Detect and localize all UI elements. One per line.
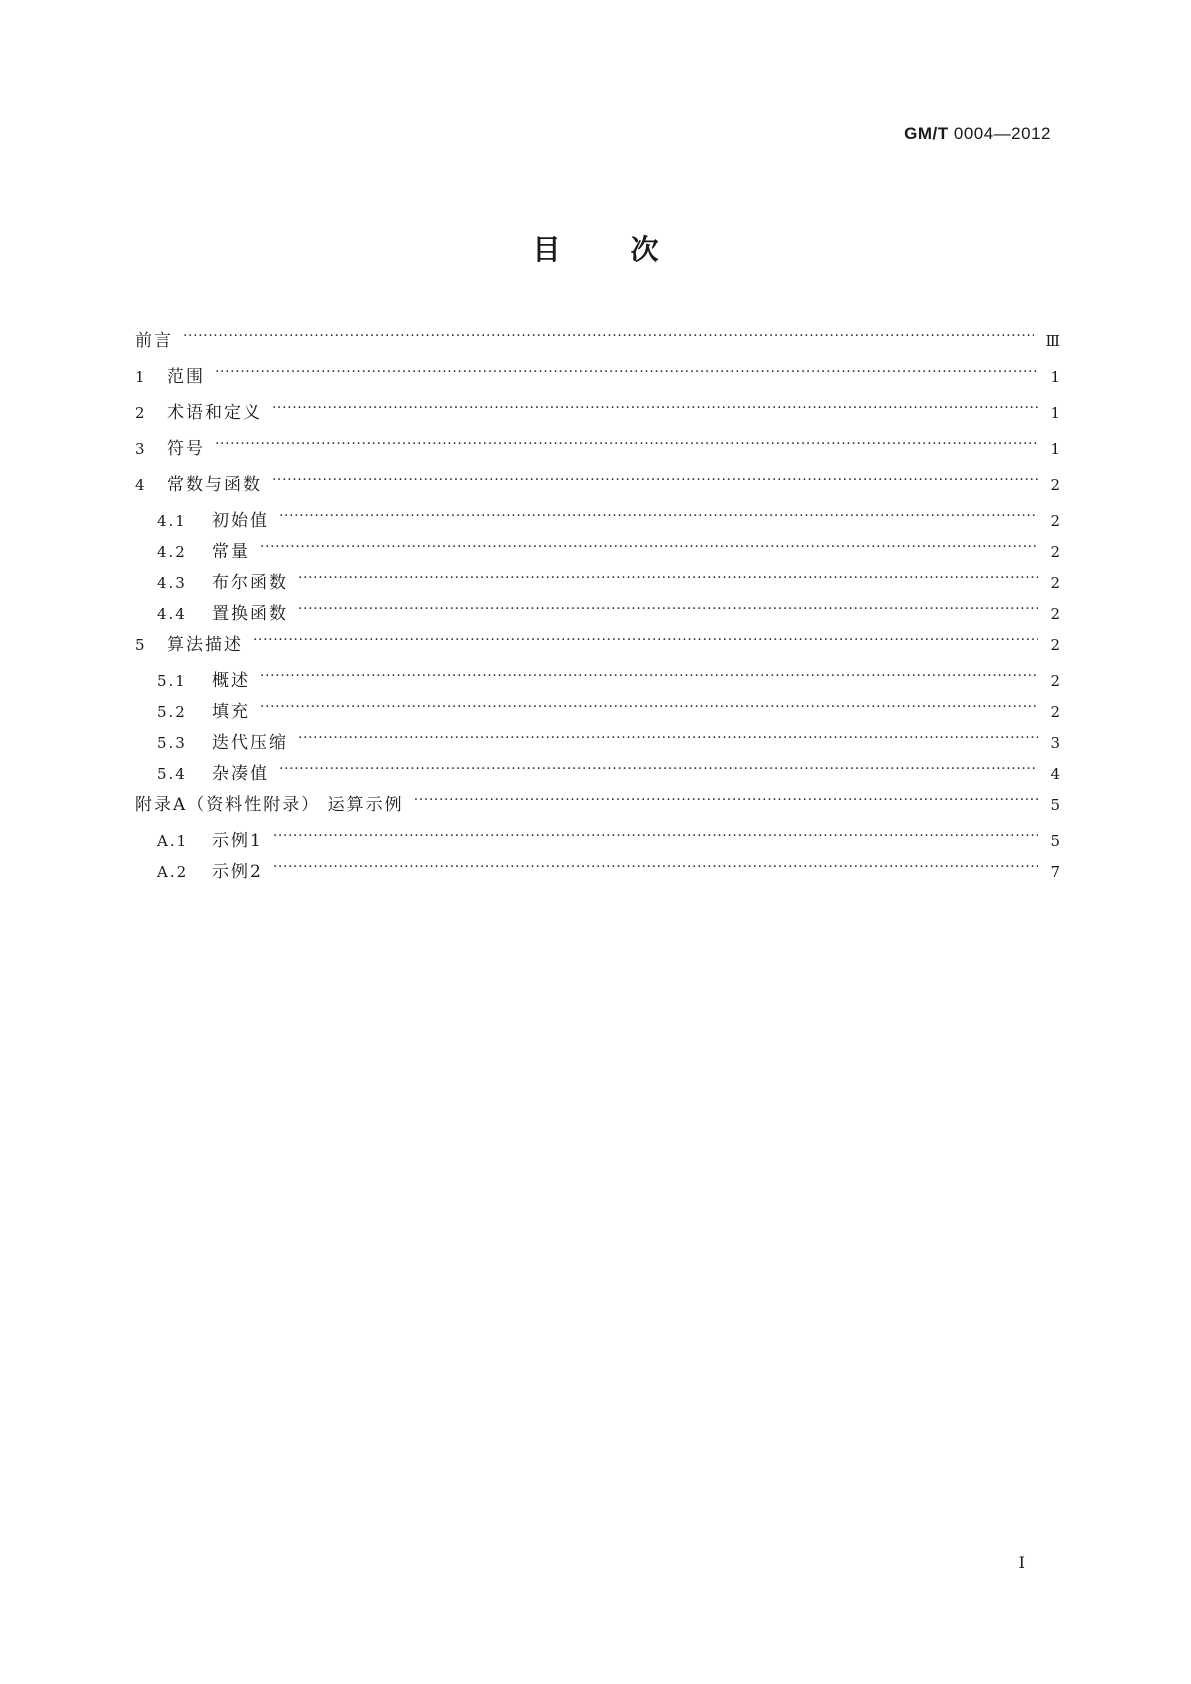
toc-entry-page: 2 [1050, 605, 1060, 623]
toc-entry-appendix-a[interactable] [135, 790, 1060, 826]
toc-entry-title: 前言 [135, 331, 173, 351]
toc-entry-title: 附录A（资料性附录） 运算示例 [135, 795, 404, 815]
toc-entry-5-3[interactable] [135, 728, 1060, 759]
table-of-contents [135, 326, 1060, 888]
toc-entry-number: 4.4 [157, 605, 187, 623]
page-number: I [1018, 1553, 1025, 1572]
toc-entry-page: 5 [1050, 796, 1060, 814]
toc-entry-4-3[interactable] [135, 568, 1060, 599]
toc-leader-dots [215, 362, 1038, 382]
toc-leader-dots [414, 790, 1038, 810]
toc-entry-number: 1 [135, 368, 147, 386]
toc-entry-page: 5 [1050, 832, 1060, 850]
toc-entry-number: 5.4 [157, 765, 187, 783]
toc-entry-page: 2 [1050, 703, 1060, 721]
toc-entry-number: 5.3 [157, 734, 187, 752]
toc-entry-4-4[interactable] [135, 599, 1060, 630]
toc-leader-dots [260, 666, 1038, 686]
toc-entry-page: 4 [1050, 765, 1060, 783]
toc-entry-number: 4.1 [157, 512, 187, 530]
toc-entry-1[interactable] [135, 362, 1060, 398]
toc-entry-title: 置换函数 [212, 604, 288, 624]
toc-entry-5-2[interactable] [135, 697, 1060, 728]
toc-entry-number: 5 [135, 636, 147, 654]
toc-entry-3[interactable] [135, 434, 1060, 470]
toc-entry-a-1[interactable] [135, 826, 1060, 857]
toc-entry-5-4[interactable] [135, 759, 1060, 790]
toc-entry-page: 1 [1050, 404, 1060, 422]
toc-entry-title: 初始值 [212, 511, 269, 531]
toc-entry-page: 2 [1050, 672, 1060, 690]
toc-leader-dots [272, 398, 1038, 418]
toc-entry-title: 布尔函数 [212, 573, 288, 593]
standard-prefix: GM/T [904, 124, 949, 143]
toc-entry-page: Ⅲ [1045, 332, 1060, 350]
toc-entry-title: 算法描述 [167, 635, 243, 655]
toc-leader-dots [253, 630, 1038, 650]
toc-leader-dots [215, 434, 1038, 454]
toc-entry-title: 示例2 [212, 862, 263, 882]
toc-entry-page: 2 [1050, 512, 1060, 530]
toc-entry-number: 5.2 [157, 703, 187, 721]
toc-leader-dots [260, 537, 1038, 557]
toc-entry-title: 术语和定义 [167, 403, 262, 423]
toc-leader-dots [272, 470, 1038, 490]
toc-entry-number: 5.1 [157, 672, 187, 690]
page-title: 目次 [532, 233, 729, 266]
toc-entry-title: 示例1 [212, 831, 263, 851]
toc-leader-dots [260, 697, 1038, 717]
toc-entry-title: 杂凑值 [212, 764, 269, 784]
toc-entry-page: 2 [1050, 476, 1060, 494]
toc-entry-title: 常数与函数 [167, 475, 262, 495]
toc-entry-4-2[interactable] [135, 537, 1060, 568]
toc-entry-title: 常量 [212, 542, 250, 562]
toc-entry-page: 2 [1050, 636, 1060, 654]
toc-leader-dots [298, 728, 1038, 748]
toc-entry-number: 4.3 [157, 574, 187, 592]
toc-leader-dots [183, 326, 1034, 346]
toc-entry-title: 填充 [212, 702, 250, 722]
toc-leader-dots [298, 599, 1038, 619]
toc-entry-number: A.1 [157, 832, 189, 850]
toc-leader-dots [279, 506, 1038, 526]
toc-leader-dots [273, 826, 1038, 846]
toc-entry-number: A.2 [157, 863, 189, 881]
toc-leader-dots [298, 568, 1038, 588]
toc-entry-page: 2 [1050, 543, 1060, 561]
toc-entry-number: 2 [135, 404, 147, 422]
toc-entry-page: 1 [1050, 368, 1060, 386]
toc-entry-title: 范围 [167, 367, 205, 387]
toc-entry-4[interactable] [135, 470, 1060, 506]
toc-entry-title: 符号 [167, 439, 205, 459]
toc-leader-dots [273, 857, 1038, 877]
toc-entry-number: 3 [135, 440, 147, 458]
toc-entry-page: 3 [1050, 734, 1060, 752]
toc-entry-5[interactable] [135, 630, 1060, 666]
toc-entry-title: 迭代压缩 [212, 733, 288, 753]
toc-entry-4-1[interactable] [135, 506, 1060, 537]
toc-entry-title: 概述 [212, 671, 250, 691]
toc-entry-number: 4.2 [157, 543, 187, 561]
toc-entry-2[interactable] [135, 398, 1060, 434]
toc-entry-page: 1 [1050, 440, 1060, 458]
toc-entry-5-1[interactable] [135, 666, 1060, 697]
standard-code [904, 124, 1051, 144]
toc-entry-foreword[interactable] [135, 326, 1060, 362]
toc-entry-number: 4 [135, 476, 147, 494]
toc-entry-page: 2 [1050, 574, 1060, 592]
toc-entry-page: 7 [1050, 863, 1060, 881]
toc-entry-a-2[interactable] [135, 857, 1060, 888]
standard-number: 0004—2012 [953, 124, 1051, 143]
toc-leader-dots [279, 759, 1038, 779]
